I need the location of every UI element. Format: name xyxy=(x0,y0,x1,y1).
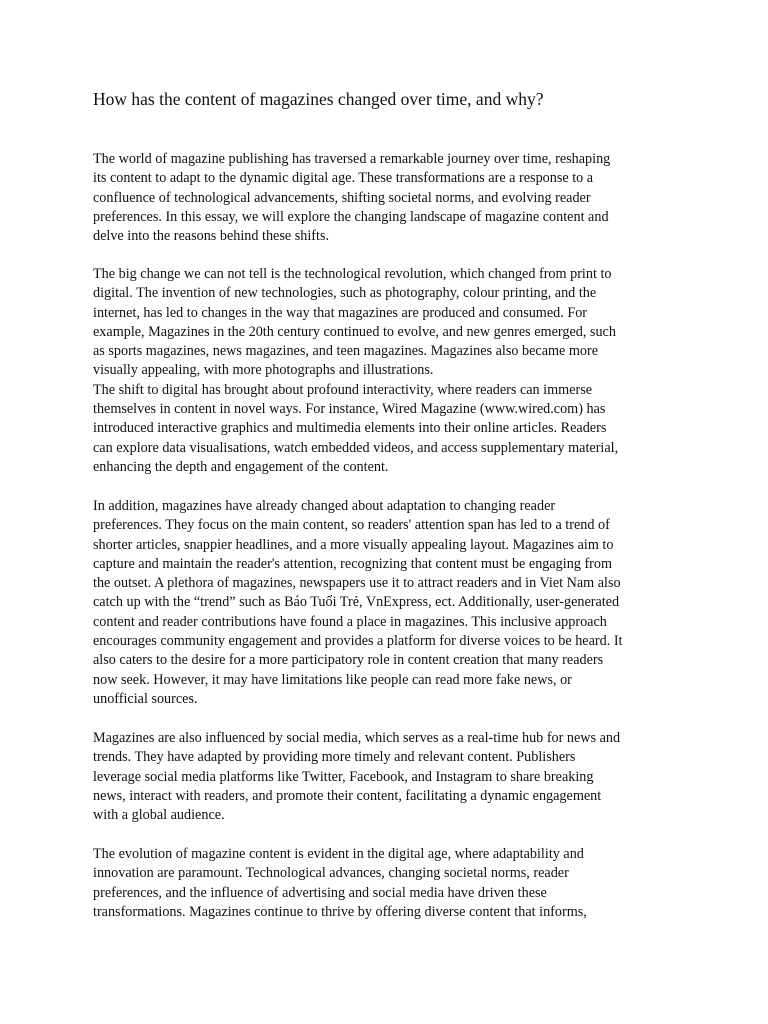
text-line: The shift to digital has brought about profound interactivity, where readers can immerse xyxy=(93,381,593,398)
text-line: The big change we can not tell is the technological revolution, which changed from print to xyxy=(93,266,612,282)
text-line: also caters to the desire for a more participatory role in content creation that many readers xyxy=(93,652,604,669)
text-line: Magazines are also influenced by social media, which serves as a real-time hub for news and xyxy=(93,730,621,746)
text-line: content and reader contributions have found a place in magazines. This inclusive approach xyxy=(93,613,607,630)
text-line: trends. They have adapted by providing more timely and relevant content. Publishers xyxy=(93,749,576,766)
text-line: innovation are paramount. Technological advances, changing societal norms, reader xyxy=(93,865,569,882)
text-line: as sports magazines, news magazines, and teen magazines. Magazines also became more xyxy=(93,343,599,360)
text-line: The world of magazine publishing has traversed a remarkable journey over time, reshaping xyxy=(93,151,611,167)
text-line: capture and maintain the reader's attention, recognizing that content must be engaging from xyxy=(93,555,613,572)
text-line: In addition, magazines have already changed about adaptation to changing reader xyxy=(93,498,556,514)
text-line: digital. The invention of new technologies, such as photography, colour printing, and the xyxy=(93,285,597,302)
page-title: How has the content of magazines changed over time, and why? xyxy=(93,89,544,109)
text-line: news, interact with readers, and promote their content, facilitating a dynamic engagement xyxy=(93,787,602,804)
text-line: encourages community engagement and provides a platform for diverse voices to be heard. It xyxy=(93,633,623,650)
paragraph-conclusion xyxy=(93,845,683,922)
text-line: with a global audience. xyxy=(93,807,225,824)
text-line: themselves in content in novel ways. For instance, Wired Magazine (www.wired.com) has xyxy=(93,401,606,418)
text-line: now seek. However, it may have limitations like people can read more fake news, or xyxy=(93,671,572,688)
text-line: can explore data visualisations, watch embedded videos, and access supplementary material, xyxy=(93,439,619,456)
text-line: internet, has led to changes in the way that magazines are produced and consumed. For xyxy=(93,304,588,321)
text-line: visually appealing, with more photographs and illustrations. xyxy=(93,362,434,379)
text-line: preferences, and the influence of advertising and social media have driven these xyxy=(93,884,547,901)
text-line: unofficial sources. xyxy=(93,690,198,707)
paragraph-reader-preferences xyxy=(93,497,683,709)
paragraph-social-media xyxy=(93,729,683,825)
text-line: preferences. In this essay, we will explore the changing landscape of magazine content and xyxy=(93,208,609,225)
paragraph-introduction xyxy=(93,150,683,246)
paragraph-technology xyxy=(93,265,683,477)
text-line: transformations. Magazines continue to thrive by offering diverse content that informs, xyxy=(93,903,587,920)
text-line: its content to adapt to the dynamic digital age. These transformations are a response to a xyxy=(93,170,594,187)
text-line: The evolution of magazine content is evident in the digital age, where adaptability and xyxy=(93,846,584,862)
text-line: shorter articles, snappier headlines, and a more visually appealing layout. Magazines aim to xyxy=(93,536,614,553)
text-line: catch up with the “trend” such as Báo Tuổi Trẻ, VnExpress, ect. Additionally, user-generated xyxy=(93,594,620,611)
text-line: preferences. They focus on the main content, so readers' attention span has led to a trend of xyxy=(93,517,610,534)
text-line: leverage social media platforms like Twitter, Facebook, and Instagram to share breaking xyxy=(93,768,594,785)
text-line: delve into the reasons behind these shifts. xyxy=(93,228,330,245)
text-line: introduced interactive graphics and multimedia elements into their online articles. Readers xyxy=(93,420,607,437)
text-line: confluence of technological advancements, shifting societal norms, and evolving reader xyxy=(93,189,591,206)
text-line: example, Magazines in the 20th century continued to evolve, and new genres emerged, such xyxy=(93,323,616,340)
text-line: enhancing the depth and engagement of the content. xyxy=(93,458,389,475)
text-line: the outset. A plethora of magazines, newspapers use it to attract readers and in Viet Nam also xyxy=(93,575,621,592)
